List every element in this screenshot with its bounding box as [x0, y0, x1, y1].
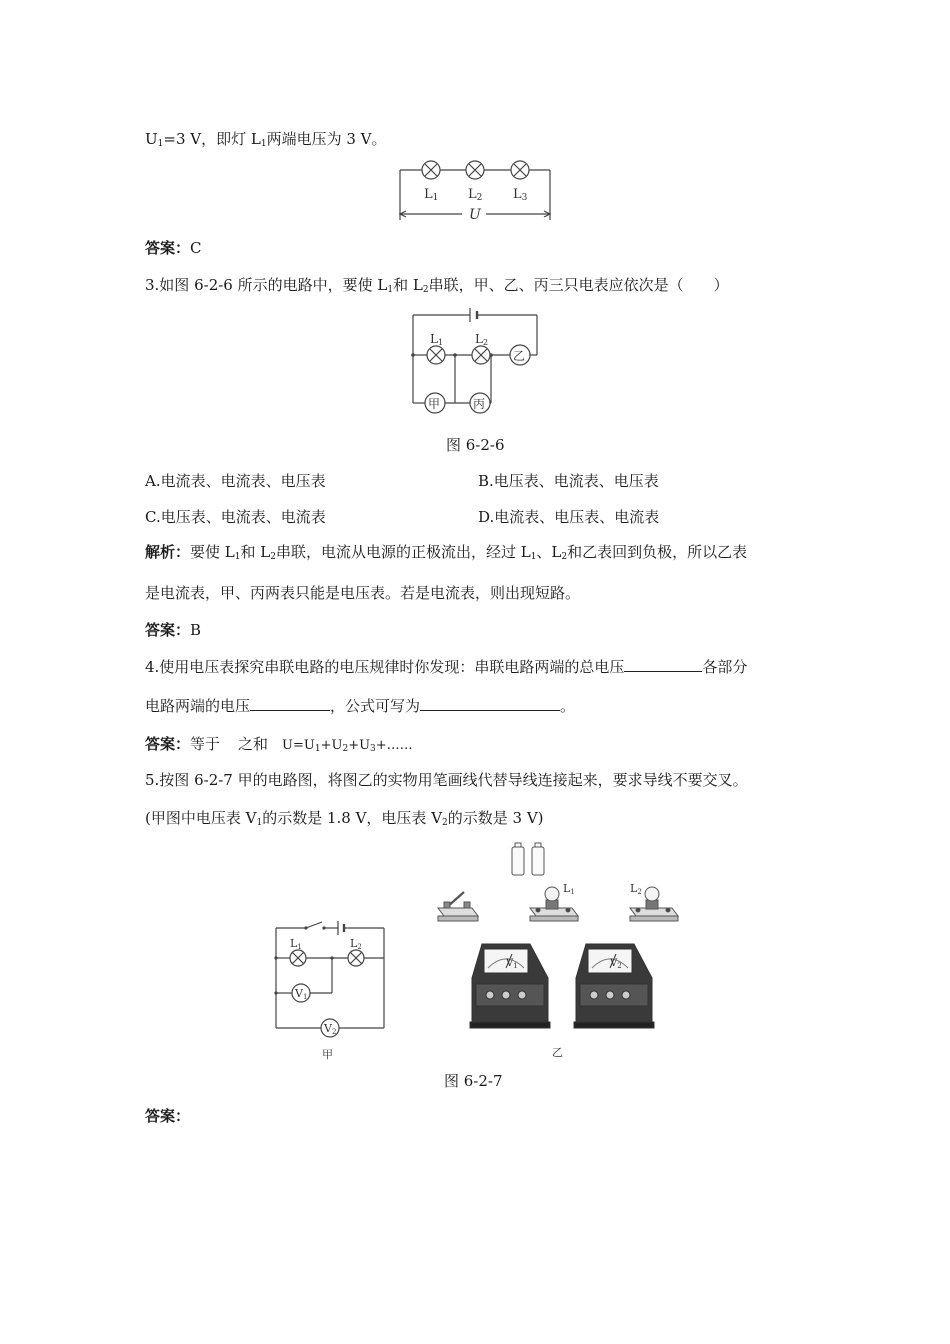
bulb-l2-symbol [466, 161, 484, 179]
battery-symbol [470, 308, 477, 322]
svg-text:L2: L2 [468, 187, 483, 203]
svg-text:L1: L1 [290, 937, 302, 951]
question-4-line1: 4.使用电压表探究串联电路的电压规律时你发现：串联电路两端的总电压 各部分 [145, 658, 748, 676]
question-4-line2: 电路两端的电压 ，公式可写为 。 [145, 697, 576, 715]
label-l2: L [468, 187, 477, 202]
svg-text:L2: L2 [630, 882, 642, 896]
svg-text:L3: L3 [513, 187, 528, 203]
apparatus-yi [432, 838, 682, 1060]
analysis-3: 解析：要使 $L_1$和 $L_2$串联，电流从电源的正极流出，经过 $L_1$、$L_2$和乙表回到负极，所以乙表 [145, 543, 748, 562]
svg-text:丙: 丙 [473, 397, 486, 411]
battery-cells [512, 843, 544, 875]
bulb-l2-symbol [472, 346, 490, 364]
answer-4: 答案：等于 之和 $U=U_1+U_2+U_3+\dots\dots$ [145, 735, 413, 754]
circuit-6-2-6 [409, 305, 541, 413]
intro-line: $U_1=3$ V，即灯 $L_1$两端电压为 3 V。 [145, 130, 387, 149]
blank-1 [624, 657, 702, 672]
bulb-l3-symbol [511, 161, 529, 179]
figure-caption-6-2-7: 图 6-2-7 [444, 1072, 503, 1090]
voltmeter-v1-object [470, 944, 550, 1028]
question-5-line2: (甲图中电压表 $V_1$的示数是 1.8 V，电压表 $V_2$的示数是 3 V) [145, 809, 544, 828]
question-3: 3.如图 6-2-6 所示的电路中，要使 $L_1$和 $L_2$串联，甲、乙、丙三只电表应依次是（ ） [145, 276, 729, 295]
bulb-l1-symbol [427, 346, 445, 364]
svg-text:乙: 乙 [513, 349, 526, 363]
switch-object [438, 892, 478, 921]
label-l1: L [424, 187, 433, 202]
analysis-3-line2: 是电流表，甲、丙两表只能是电压表。若是电流表，则出现短路。 [145, 584, 581, 602]
answer-3: 答案：B [145, 621, 202, 639]
bulb-l1-symbol [422, 161, 440, 179]
battery-symbol [338, 921, 344, 935]
voltmeter-v2-object [574, 944, 654, 1028]
svg-text:L1: L1 [424, 187, 439, 203]
svg-text:L2: L2 [475, 332, 489, 347]
blank-3 [420, 696, 560, 711]
svg-text:L2: L2 [350, 937, 362, 951]
svg-text:V2: V2 [324, 1022, 337, 1036]
series-bulbs-diagram [396, 158, 554, 226]
svg-text:V1: V1 [295, 987, 308, 1001]
label-jia: 甲 [322, 1048, 333, 1061]
svg-text:L1: L1 [563, 882, 575, 896]
label-yi: 乙 [552, 1046, 563, 1059]
circuit-jia [270, 918, 392, 1064]
blank-2 [250, 696, 330, 711]
bulb-l1-symbol [290, 950, 306, 966]
option-c: C.电压表、电流表、电流表 [145, 508, 326, 526]
label-u: U [469, 207, 481, 223]
svg-text:V2: $V_2$ [610, 958, 622, 970]
svg-text:L1: L1 [430, 332, 444, 347]
svg-text:V1: $V_1$ [506, 958, 518, 970]
option-b: B.电压表、电流表、电压表 [478, 472, 659, 490]
label-l3: L [513, 187, 522, 202]
bulb-l2-symbol [348, 950, 364, 966]
option-d: D.电流表、电压表、电流表 [478, 508, 660, 526]
option-a: A.电流表、电流表、电压表 [145, 472, 326, 490]
svg-text:甲: 甲 [428, 397, 441, 411]
answer-5: 答案： [145, 1107, 191, 1125]
question-5-line1: 5.按图 6-2-7 甲的电路图，将图乙的实物用笔画线代替导线连接起来，要求导线不要交叉。 [145, 771, 748, 789]
answer-2: 答案：C [145, 239, 202, 257]
figure-caption-6-2-6: 图 6-2-6 [446, 436, 505, 454]
